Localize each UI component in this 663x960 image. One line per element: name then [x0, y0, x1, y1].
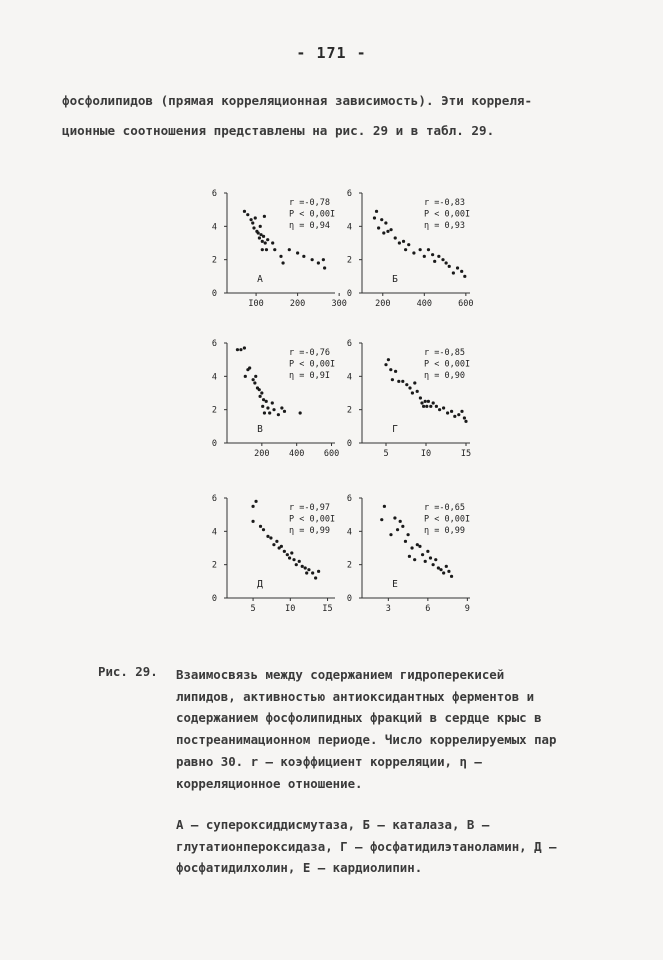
data-point — [243, 210, 246, 213]
data-point — [290, 551, 293, 554]
data-point — [279, 255, 282, 258]
data-point — [257, 231, 260, 234]
x-tick-label: 400 — [288, 449, 305, 459]
figure-caption-label: Рис. 29. — [98, 664, 158, 679]
data-point — [266, 535, 269, 538]
data-point — [464, 420, 467, 423]
data-point — [397, 380, 400, 383]
data-point — [396, 528, 399, 531]
data-point — [283, 550, 286, 553]
data-point — [437, 255, 440, 258]
y-tick-label: 4 — [211, 372, 217, 383]
stat-line: η = 0,90 — [424, 371, 465, 381]
y-tick-label: 0 — [211, 594, 217, 604]
x-tick-label: 600 — [458, 299, 474, 309]
data-point — [373, 216, 376, 219]
data-point — [457, 413, 460, 416]
data-point — [273, 248, 276, 251]
data-point — [442, 406, 445, 409]
data-point — [394, 236, 397, 239]
data-point — [380, 218, 383, 221]
y-tick-label: 2 — [346, 255, 352, 266]
data-point — [252, 226, 255, 229]
data-point — [266, 406, 269, 409]
data-point — [402, 240, 405, 243]
stat-line: η = 0,94 — [289, 221, 330, 231]
y-tick-label: 2 — [346, 405, 352, 416]
data-point — [416, 390, 419, 393]
data-point — [398, 241, 401, 244]
data-point — [413, 381, 416, 384]
data-point — [410, 546, 413, 549]
data-point — [407, 243, 410, 246]
data-point — [244, 375, 247, 378]
data-point — [302, 255, 305, 258]
x-tick-label: I5 — [460, 449, 472, 459]
scatter-panel-d — [205, 490, 345, 625]
data-point — [408, 555, 411, 558]
y-tick-label: 6 — [346, 189, 352, 199]
data-point — [375, 210, 378, 213]
data-point — [399, 520, 402, 523]
x-tick-label: 5 — [383, 449, 389, 459]
y-tick-label: 4 — [211, 527, 217, 538]
x-tick-label: 300 — [331, 299, 347, 309]
x-tick-label: 200 — [254, 449, 270, 459]
x-tick-label: 5 — [250, 604, 256, 614]
stat-line: η = 0,9I — [289, 371, 330, 381]
y-tick-label: 0 — [211, 289, 217, 299]
data-point — [311, 258, 314, 261]
data-point — [450, 575, 453, 578]
data-point — [448, 265, 451, 268]
y-tick-label: 2 — [346, 560, 352, 571]
stat-line: r =-0,78 — [289, 198, 330, 208]
data-point — [389, 533, 392, 536]
data-point — [288, 248, 291, 251]
data-point — [429, 556, 432, 559]
panel-label: Д — [257, 579, 263, 590]
data-point — [437, 566, 440, 569]
data-point — [463, 416, 466, 419]
data-point — [239, 348, 242, 351]
data-point — [401, 380, 404, 383]
data-point — [266, 238, 269, 241]
panel-label: Г — [392, 424, 398, 435]
data-point — [251, 520, 254, 523]
data-point — [258, 388, 261, 391]
stat-line: η = 0,99 — [289, 526, 330, 536]
data-point — [463, 275, 466, 278]
data-point — [452, 271, 455, 274]
y-tick-label: 6 — [211, 189, 217, 199]
x-tick-label: 9 — [464, 604, 470, 614]
data-point — [446, 411, 449, 414]
data-point — [391, 378, 394, 381]
y-tick-label: 4 — [346, 372, 352, 383]
data-point — [382, 231, 385, 234]
stat-line: P < 0,00I — [289, 209, 336, 220]
y-tick-label: 0 — [211, 439, 217, 449]
y-tick-label: 2 — [211, 255, 217, 266]
data-point — [280, 406, 283, 409]
stat-line: P < 0,00I — [424, 514, 471, 525]
data-point — [384, 363, 387, 366]
data-point — [264, 241, 267, 244]
data-point — [251, 505, 254, 508]
stat-line: r =-0,76 — [289, 348, 330, 358]
y-tick-label: 6 — [211, 494, 217, 504]
data-point — [268, 411, 271, 414]
data-point — [305, 571, 308, 574]
data-point — [261, 405, 264, 408]
data-point — [426, 550, 429, 553]
scatter-panel-a — [205, 185, 345, 320]
data-point — [265, 400, 268, 403]
data-point — [406, 533, 409, 536]
data-point — [246, 213, 249, 216]
data-point — [404, 540, 407, 543]
data-point — [258, 236, 261, 239]
data-point — [424, 560, 427, 563]
data-point — [439, 568, 442, 571]
data-point — [299, 411, 302, 414]
data-point — [386, 230, 389, 233]
panel-label: Е — [392, 579, 398, 590]
y-tick-label: 6 — [346, 494, 352, 504]
data-point — [292, 558, 295, 561]
data-point — [254, 216, 257, 219]
data-point — [271, 401, 274, 404]
y-tick-label: 0 — [346, 594, 352, 604]
data-point — [272, 543, 275, 546]
stat-line: P < 0,00I — [424, 209, 471, 220]
data-point — [404, 248, 407, 251]
data-point — [419, 248, 422, 251]
y-tick-label: 6 — [346, 339, 352, 349]
data-point — [425, 405, 428, 408]
x-tick-label: 200 — [375, 299, 391, 309]
data-point — [272, 408, 275, 411]
data-point — [411, 391, 414, 394]
data-point — [420, 401, 423, 404]
data-point — [434, 558, 437, 561]
data-point — [427, 248, 430, 251]
data-point — [384, 221, 387, 224]
x-tick-label: 200 — [289, 299, 306, 309]
data-point — [248, 366, 251, 369]
x-tick-label: I0 — [420, 449, 432, 459]
data-point — [418, 545, 421, 548]
data-point — [424, 400, 427, 403]
data-point — [307, 568, 310, 571]
data-point — [445, 261, 448, 264]
data-point — [317, 261, 320, 264]
stat-line: r =-0,65 — [424, 503, 465, 513]
x-tick-label: 6 — [425, 604, 431, 614]
x-tick-label: 400 — [416, 299, 432, 309]
data-point — [253, 381, 256, 384]
data-point — [432, 401, 435, 404]
figure-caption-legend: А – супероксиддисмутаза, Б – каталаза, В – глутатионпероксидаза, Г – фосфатидилэтаноламин, Д – фосфатидилхолин, Е – кардиолипин. — [176, 817, 557, 876]
data-point — [423, 255, 426, 258]
data-point — [254, 500, 257, 503]
stat-line: r =-0,83 — [424, 198, 465, 208]
panel-label: В — [257, 424, 263, 435]
data-point — [260, 391, 263, 394]
data-point — [442, 571, 445, 574]
figure-caption-text: Взаимосвязь между содержанием гидроперекисей липидов, активностью антиоксидантных ферментов и содержанием фосфолипидных фракций в сердце крыс в постреанимационном периоде. Число коррелируемых пар равно 30. r – коэффициент корреляции, η – корреляционное отношение. — [176, 667, 557, 791]
data-point — [301, 565, 304, 568]
data-point — [304, 566, 307, 569]
data-point — [387, 358, 390, 361]
x-tick-label: I0 — [285, 604, 296, 614]
scatter-panel-v — [205, 335, 345, 470]
data-point — [262, 528, 265, 531]
data-point — [431, 253, 434, 256]
y-tick-label: 0 — [346, 289, 352, 299]
stat-line: P < 0,00I — [424, 359, 471, 370]
data-point — [408, 386, 411, 389]
data-point — [263, 411, 266, 414]
data-point — [311, 571, 314, 574]
stat-line: r =-0,97 — [289, 503, 330, 513]
stat-line: P < 0,00I — [289, 359, 336, 370]
scatter-panel-b — [340, 185, 480, 320]
data-point — [322, 258, 325, 261]
data-point — [453, 415, 456, 418]
x-tick-label: 3 — [385, 604, 391, 614]
y-tick-label: 4 — [211, 222, 217, 233]
x-tick-label: I00 — [248, 299, 264, 309]
scatter-panel-e — [340, 490, 480, 625]
data-point — [393, 516, 396, 519]
data-point — [413, 558, 416, 561]
data-point — [432, 563, 435, 566]
body-paragraph: фосфолипидов (прямая корреляционная зависимость). Эти корреля- ционные соотношения представлены на рис. 29 и в табл. 29. — [62, 93, 533, 138]
panel-label: А — [257, 274, 263, 285]
data-point — [243, 346, 246, 349]
data-point — [288, 556, 291, 559]
data-point — [277, 413, 280, 416]
x-tick-label: I5 — [322, 604, 333, 614]
data-point — [438, 408, 441, 411]
data-point — [445, 565, 448, 568]
data-point — [236, 348, 239, 351]
data-point — [271, 241, 274, 244]
data-point — [281, 261, 284, 264]
data-point — [421, 553, 424, 556]
data-point — [460, 270, 463, 273]
data-point — [427, 400, 430, 403]
y-tick-label: 4 — [346, 527, 352, 538]
data-point — [394, 370, 397, 373]
data-point — [419, 396, 422, 399]
page-number: - 171 - — [296, 44, 367, 62]
data-point — [258, 395, 261, 398]
data-point — [296, 251, 299, 254]
data-point — [252, 378, 255, 381]
y-tick-label: 2 — [211, 560, 217, 571]
data-point — [377, 226, 380, 229]
y-tick-label: 6 — [211, 339, 217, 349]
data-point — [323, 266, 326, 269]
data-point — [269, 536, 272, 539]
stat-line: P < 0,00I — [289, 514, 336, 525]
data-point — [380, 518, 383, 521]
data-point — [401, 525, 404, 528]
data-point — [261, 248, 264, 251]
data-point — [383, 505, 386, 508]
data-point — [389, 368, 392, 371]
data-point — [450, 410, 453, 413]
data-point — [422, 405, 425, 408]
data-point — [259, 525, 262, 528]
data-point — [389, 228, 392, 231]
data-point — [441, 258, 444, 261]
data-point — [298, 560, 301, 563]
data-point — [262, 235, 265, 238]
data-point — [254, 375, 257, 378]
data-point — [314, 576, 317, 579]
data-point — [433, 260, 436, 263]
data-point — [405, 383, 408, 386]
data-point — [259, 225, 262, 228]
data-point — [286, 553, 289, 556]
data-point — [429, 405, 432, 408]
data-point — [412, 251, 415, 254]
stat-line: η = 0,99 — [424, 526, 465, 536]
data-point — [283, 410, 286, 413]
panel-label: Б — [392, 274, 398, 285]
data-point — [263, 215, 266, 218]
data-point — [275, 540, 278, 543]
data-point — [456, 266, 459, 269]
data-point — [295, 563, 298, 566]
data-point — [261, 240, 264, 243]
y-tick-label: 2 — [211, 405, 217, 416]
scatter-panel-g — [340, 335, 480, 470]
x-tick-label: 600 — [323, 449, 340, 459]
stat-line: r =-0,85 — [424, 348, 465, 358]
data-point — [317, 570, 320, 573]
y-tick-label: 0 — [346, 439, 352, 449]
data-point — [416, 543, 419, 546]
data-point — [447, 570, 450, 573]
data-point — [249, 218, 252, 221]
data-point — [280, 545, 283, 548]
data-point — [435, 405, 438, 408]
data-point — [460, 410, 463, 413]
data-point — [251, 221, 254, 224]
stat-line: η = 0,93 — [424, 221, 465, 231]
data-point — [265, 248, 268, 251]
y-tick-label: 4 — [346, 222, 352, 233]
